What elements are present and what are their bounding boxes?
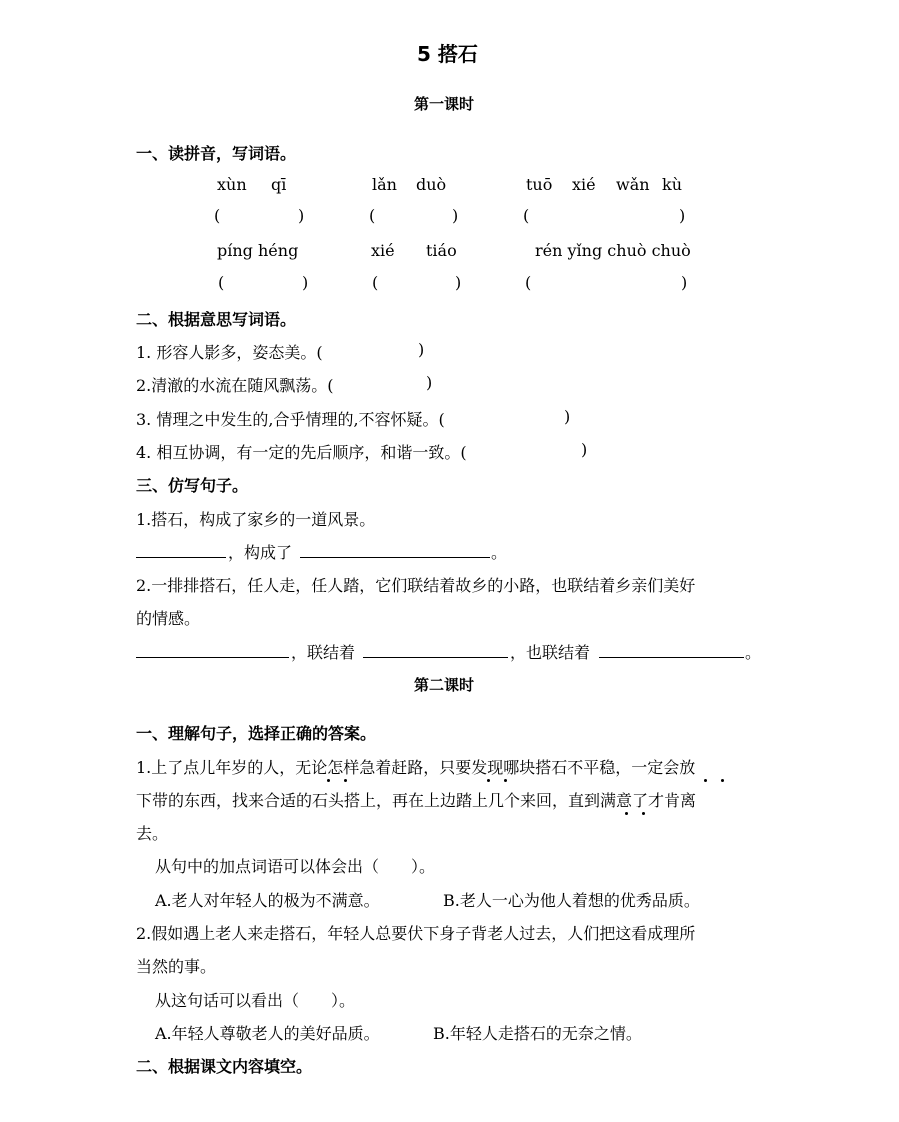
question-text: 1.上了点儿年岁的人，无论怎样急着赶路，只要发现哪块搭石不平稳，一定会放 <box>136 758 696 777</box>
pinyin-syllable: xié <box>572 175 596 194</box>
emphasis-dot <box>327 779 330 782</box>
emphasis-dot <box>504 779 507 782</box>
fill-blank-line[interactable] <box>136 557 226 558</box>
example-sentence: 1.搭石，构成了家乡的一道风景。 <box>136 510 376 529</box>
pinyin-syllable: kù <box>662 175 682 194</box>
answer-paren-open: ( <box>218 273 225 292</box>
answer-paren-close: ) <box>581 440 588 459</box>
answer-paren-close: ) <box>564 407 571 426</box>
lesson-2-label: 第二课时 <box>414 676 475 694</box>
fill-end: 。 <box>745 643 762 662</box>
emphasis-dot <box>487 779 490 782</box>
emphasis-dot <box>721 779 724 782</box>
pinyin-syllable: tuō <box>526 175 553 194</box>
fill-blank-line[interactable] <box>599 657 744 658</box>
answer-paren-open: ( <box>214 206 221 225</box>
answer-paren-close: ) <box>452 206 459 225</box>
definition-item: 3. 情理之中发生的,合乎情理的,不容怀疑。( <box>136 410 445 429</box>
answer-paren-open: ( <box>525 273 532 292</box>
question-text: 当然的事。 <box>136 957 217 976</box>
pinyin-syllable: wǎn <box>616 175 650 194</box>
definition-item: 2.清澈的水流在随风飘荡。( <box>136 376 334 395</box>
fill-connector: ，联结着 <box>291 643 356 662</box>
pinyin-syllable: xùn <box>217 175 247 194</box>
emphasis-dot <box>642 812 645 815</box>
pinyin-syllable: duò <box>416 175 447 194</box>
l2-section-1-heading: 一、理解句子，选择正确的答案。 <box>136 724 377 743</box>
l1-section-2-heading: 二、根据意思写词语。 <box>136 310 297 329</box>
answer-paren-close: ) <box>455 273 462 292</box>
page-title: 5 搭石 <box>417 42 478 66</box>
question-prompt: 从这句话可以看出（ ）。 <box>155 991 356 1010</box>
answer-paren-open: ( <box>369 206 376 225</box>
pinyin-syllable: xié <box>371 241 395 260</box>
answer-paren-close: ) <box>302 273 309 292</box>
choice-option-b[interactable]: B.老人一心为他人着想的优秀品质。 <box>443 891 700 910</box>
definition-item: 1. 形容人影多，姿态美。( <box>136 343 323 362</box>
definition-item: 4. 相互协调，有一定的先后顺序，和谐一致。( <box>136 443 467 462</box>
pinyin-syllable: tiáo <box>426 241 457 260</box>
fill-blank-line[interactable] <box>136 657 289 658</box>
fill-blank-line[interactable] <box>300 557 490 558</box>
answer-paren-close: ) <box>418 340 425 359</box>
question-text: 去。 <box>136 824 169 843</box>
emphasis-dot <box>625 812 628 815</box>
question-text: 下带的东西，找来合适的石头搭上，再在上边踏上几个来回，直到满意了才肯离 <box>136 791 697 810</box>
pinyin-syllable: qī <box>271 175 287 194</box>
emphasis-dot <box>704 779 707 782</box>
choice-option-a[interactable]: A.老人对年轻人的极为不满意。 <box>155 891 380 910</box>
question-prompt: 从句中的加点词语可以体会出（ ）。 <box>155 857 436 876</box>
l1-section-3-heading: 三、仿写句子。 <box>136 476 249 495</box>
fill-connector: ，构成了 <box>228 543 293 562</box>
answer-paren-close: ) <box>426 373 433 392</box>
answer-paren-close: ) <box>679 206 686 225</box>
emphasis-dot <box>344 779 347 782</box>
question-text: 2.假如遇上老人来走搭石，年轻人总要伏下身子背老人过去，人们把这看成理所 <box>136 924 696 943</box>
example-sentence: 2.一排排搭石，任人走，任人踏，它们联结着故乡的小路，也联结着乡亲们美好 <box>136 576 696 595</box>
answer-paren-close: ) <box>681 273 688 292</box>
l2-section-2-heading: 二、根据课文内容填空。 <box>136 1057 313 1076</box>
answer-paren-open: ( <box>372 273 379 292</box>
example-sentence: 的情感。 <box>136 609 201 628</box>
answer-paren-open: ( <box>523 206 530 225</box>
choice-option-a[interactable]: A.年轻人尊敬老人的美好品质。 <box>155 1024 380 1043</box>
l1-section-1-heading: 一、读拼音，写词语。 <box>136 144 297 163</box>
pinyin-syllable: lǎn <box>372 175 397 194</box>
pinyin-syllable: rén yǐng chuò chuò <box>535 241 691 260</box>
fill-end: 。 <box>491 543 508 562</box>
fill-blank-line[interactable] <box>363 657 508 658</box>
lesson-1-label: 第一课时 <box>414 95 475 113</box>
choice-option-b[interactable]: B.年轻人走搭石的无奈之情。 <box>433 1024 642 1043</box>
answer-paren-close: ) <box>298 206 305 225</box>
pinyin-syllable: píng héng <box>217 241 299 260</box>
fill-connector: ，也联结着 <box>510 643 591 662</box>
